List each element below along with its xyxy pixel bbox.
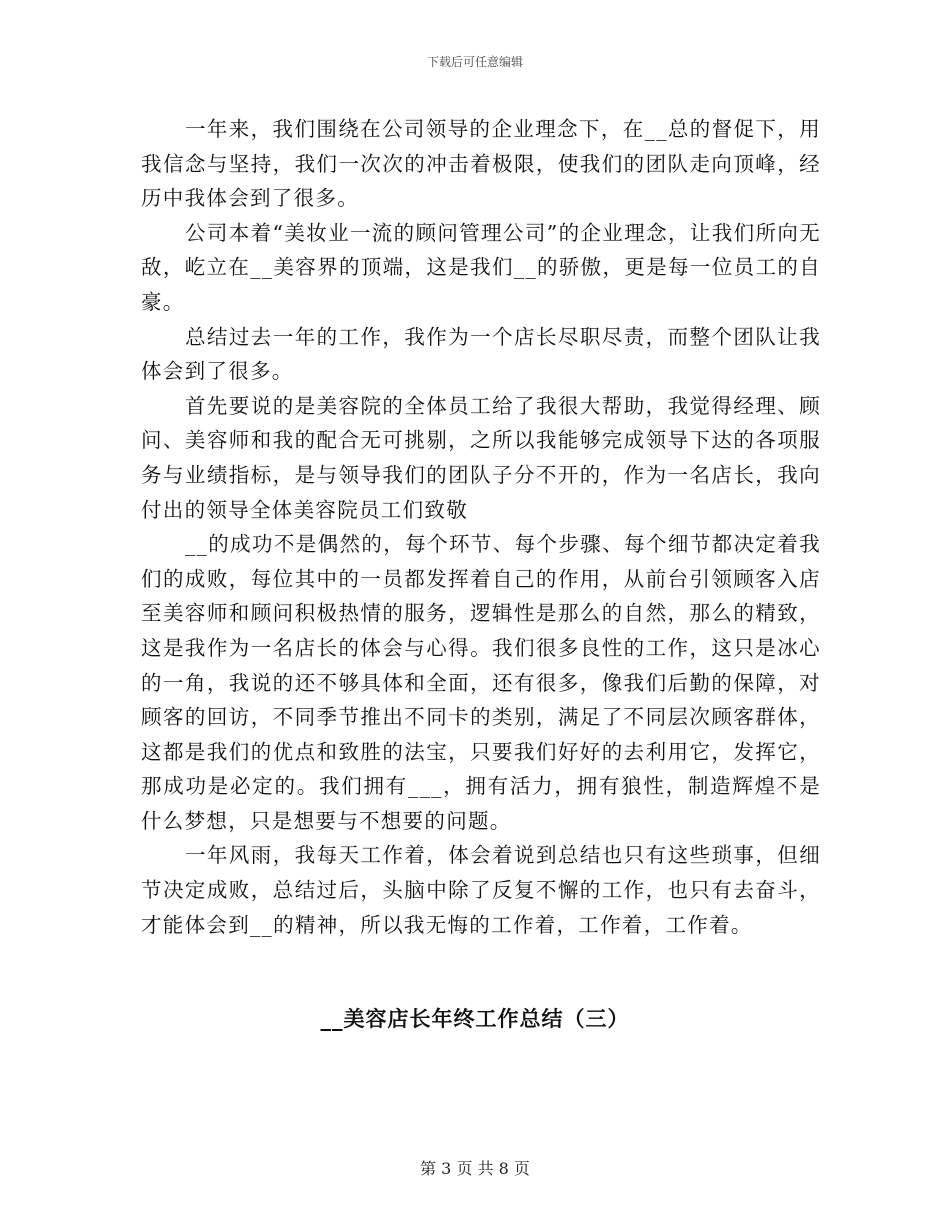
- paragraph-6: 一年风雨，我每天工作着，体会着说到总结也只有这些琐事，但细节决定成败，总结过后，头脑中除了反复不懈的工作，也只有去奋斗，才能体会到__的精神，所以我无悔的工作着，工作着，工作着。: [141, 843, 821, 937]
- paragraph-1: 一年来，我们围绕在公司领导的企业理念下，在__总的督促下，用我信念与坚持，我们一次次的冲击着极限，使我们的团队走向顶峰，经历中我体会到了很多。: [141, 117, 821, 211]
- paragraph-4: 首先要说的是美容院的全体员工给了我很大帮助，我觉得经理、顾问、美容师和我的配合无可挑剔，之所以我能够完成领导下达的各项服务与业绩指标，是与领导我们的团队子分不开的，作为一名店长，我向付出的领导全体美容院员工们致敬: [141, 393, 821, 522]
- page-header-note: 下载后可任意编辑: [426, 55, 523, 69]
- section-title: __美容店长年终工作总结（三）: [320, 1006, 630, 1031]
- paragraph-2: 公司本着“美妆业一流的顾问管理公司”的企业理念，让我们所向无敌，屹立在__美容界的顶端，这是我们__的骄傲，更是每一位员工的自豪。: [141, 220, 821, 314]
- document-body: [141, 112, 821, 942]
- page-number-footer: 第 3 页 共 8 页: [420, 1159, 530, 1178]
- paragraph-3: 总结过去一年的工作，我作为一个店长尽职尽责，而整个团队让我体会到了很多。: [141, 324, 821, 384]
- paragraph-5: __的成功不是偶然的，每个环节、每个步骤、每个细节都决定着我们的成败，每位其中的一员都发挥着自己的作用，从前台引领顾客入店至美容师和顾问积极热情的服务，逻辑性是那么的自然，那么的精致，这是我作为一名店长的体会与心得。我们很多良性的工作，这只是冰心的一角，我说的还不够具体和全面，还有很多，像我们后勤的保障，对顾客的回访，不同季节推出不同卡的类别，满足了不同层次顾客群体，这都是我们的优点和致胜的法宝，只要我们好好的去利用它，发挥它，那成功是必定的。我们拥有___，拥有活力，拥有狼性，制造辉煌不是什么梦想，只是想要与不想要的问题。: [141, 532, 821, 833]
